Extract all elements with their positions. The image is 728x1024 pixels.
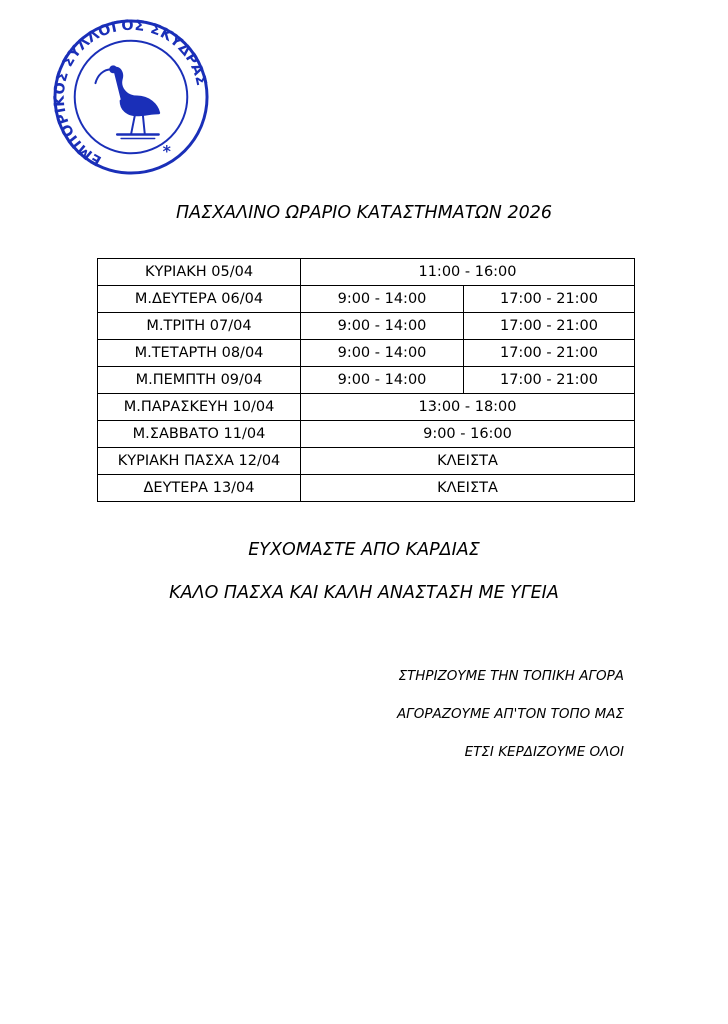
- schedule-day: ΚΥΡΙΑΚΗ 05/04: [98, 259, 301, 286]
- ibis-bird-icon: [95, 65, 158, 138]
- wish-line-1: ΕΥΧΟΜΑΣΤΕ ΑΠΟ ΚΑΡΔΙΑΣ: [248, 540, 480, 560]
- schedule-day: ΚΥΡΙΑΚΗ ΠΑΣΧΑ 12/04: [98, 448, 301, 475]
- schedule-morning-hours: 9:00 - 14:00: [301, 367, 464, 394]
- logo-star: *: [162, 141, 171, 161]
- schedule-row: [98, 367, 635, 394]
- schedule-row: [98, 475, 635, 502]
- schedule-day: ΔΕΥΤΕΡΑ 13/04: [98, 475, 301, 502]
- logo-arc-textpath: ΕΜΠΟΡΙΚΟΣ ΣΥΛΛΟΓΟΣ ΣΚΥΔΡΑΣ: [52, 18, 210, 169]
- schedule-day: Μ.ΠΑΡΑΣΚΕΥΗ 10/04: [98, 394, 301, 421]
- schedule-hours: ΚΛΕΙΣΤΑ: [301, 448, 635, 475]
- schedule-hours: ΚΛΕΙΣΤΑ: [301, 475, 635, 502]
- schedule-evening-hours: 17:00 - 21:00: [464, 286, 635, 313]
- schedule-morning-hours: 9:00 - 14:00: [301, 286, 464, 313]
- schedule-morning-hours: 9:00 - 14:00: [301, 313, 464, 340]
- schedule-hours: 11:00 - 16:00: [301, 259, 635, 286]
- schedule-evening-hours: 17:00 - 21:00: [464, 367, 635, 394]
- slogan-1: ΣΤΗΡΙΖΟΥΜΕ ΤΗΝ ΤΟΠΙΚΗ ΑΓΟΡΑ: [398, 668, 624, 684]
- schedule-day: Μ.ΤΕΤΑΡΤΗ 08/04: [98, 340, 301, 367]
- schedule-row: [98, 448, 635, 475]
- schedule-row: [98, 286, 635, 313]
- opening-hours-body: [98, 259, 635, 502]
- schedule-hours: 9:00 - 16:00: [301, 421, 635, 448]
- wish-line-2: ΚΑΛΟ ΠΑΣΧΑ ΚΑΙ ΚΑΛΗ ΑΝΑΣΤΑΣΗ ΜΕ ΥΓΕΙΑ: [169, 583, 559, 603]
- schedule-row: [98, 340, 635, 367]
- schedule-row: [98, 421, 635, 448]
- schedule-day: Μ.ΔΕΥΤΕΡΑ 06/04: [98, 286, 301, 313]
- schedule-row: [98, 313, 635, 340]
- schedule-day: Μ.ΤΡΙΤΗ 07/04: [98, 313, 301, 340]
- slogan-3: ΕΤΣΙ ΚΕΡΔΙΖΟΥΜΕ ΟΛΟΙ: [464, 744, 624, 760]
- schedule-morning-hours: 9:00 - 14:00: [301, 340, 464, 367]
- schedule-hours: 13:00 - 18:00: [301, 394, 635, 421]
- schedule-evening-hours: 17:00 - 21:00: [464, 340, 635, 367]
- schedule-day: Μ.ΠΕΜΠΤΗ 09/04: [98, 367, 301, 394]
- schedule-row: [98, 394, 635, 421]
- schedule-row: [98, 259, 635, 286]
- schedule-day: Μ.ΣΑΒΒΑΤΟ 11/04: [98, 421, 301, 448]
- slogan-2: ΑΓΟΡΑΖΟΥΜΕ ΑΠ'ΤΟΝ ΤΟΠΟ ΜΑΣ: [396, 706, 624, 722]
- schedule-evening-hours: 17:00 - 21:00: [464, 313, 635, 340]
- opening-hours-table: [97, 258, 635, 502]
- association-logo: [52, 18, 210, 176]
- page-title: ΠΑΣΧΑΛΙΝΟ ΩΡΑΡΙΟ ΚΑΤΑΣΤΗΜΑΤΩΝ 2026: [176, 203, 552, 223]
